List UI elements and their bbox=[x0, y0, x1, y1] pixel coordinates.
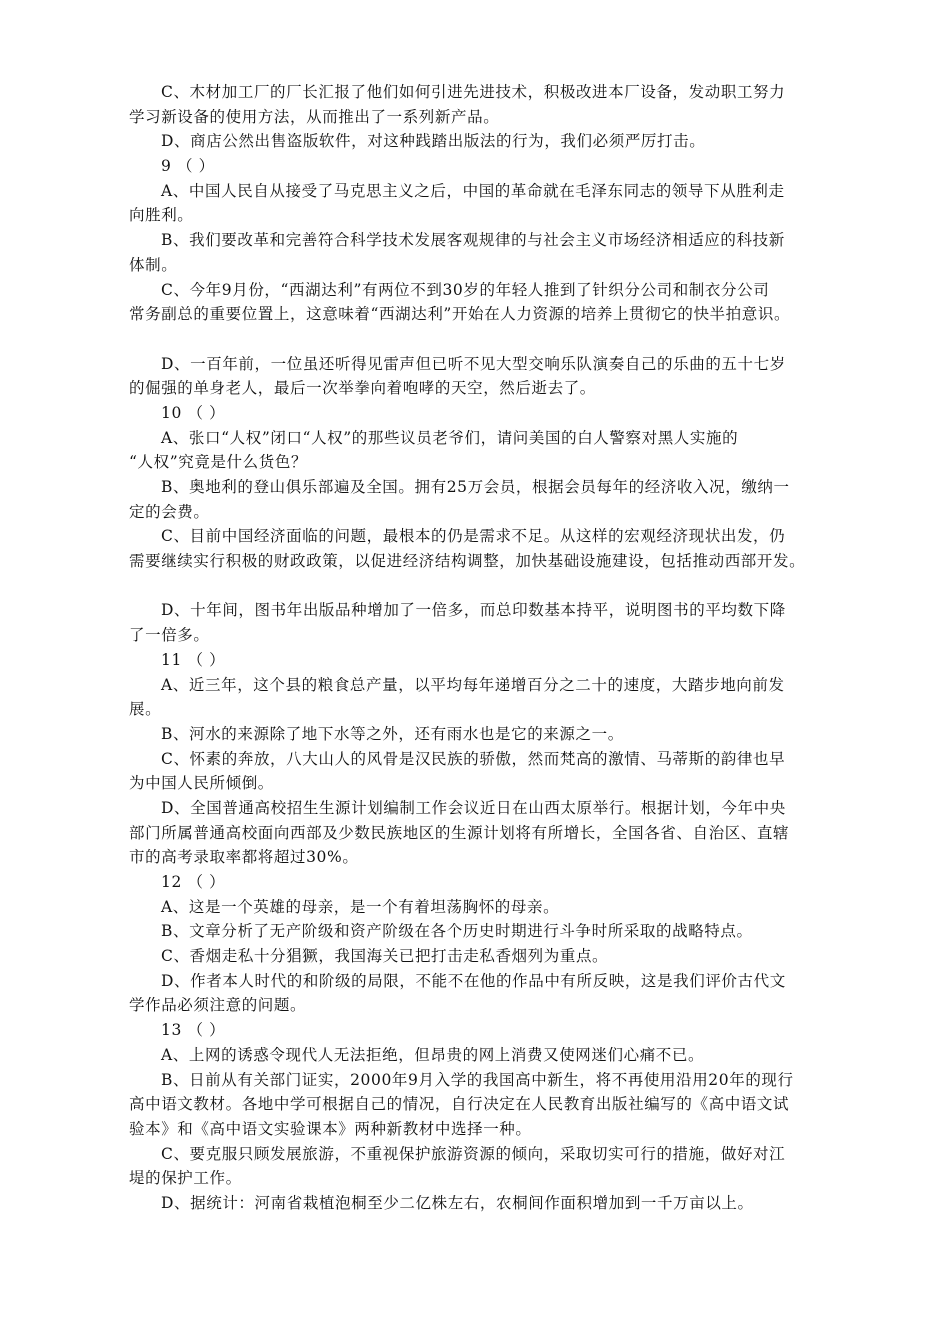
text-line: B、奥地利的登山俱乐部遍及全国。拥有25万会员，根据会员每年的经济收入况，缴纳一 bbox=[161, 478, 790, 496]
option-paragraph bbox=[129, 179, 829, 228]
text-line: C、今年9月份，“西湖达利”有两位不到30岁的年轻人推到了针织分公司和制衣分公司 bbox=[161, 280, 770, 299]
text-line: D、作者本人时代的和阶级的局限，不能不在他的作品中有所反映，这是我们评价古代文 bbox=[161, 971, 786, 990]
option-paragraph bbox=[129, 895, 829, 920]
question-number bbox=[129, 401, 829, 426]
text-line: 12 （ ） bbox=[161, 873, 226, 891]
option-paragraph bbox=[129, 1142, 829, 1191]
option-paragraph bbox=[129, 475, 829, 524]
text-line: 需要继续实行积极的财政政策，以促进经济结构调整，加快基础设施建设，包括推动西部开发。 bbox=[129, 552, 806, 571]
option-paragraph bbox=[129, 673, 829, 722]
text-line: C、香烟走私十分猖獗，我国海关已把打击走私香烟列为重点。 bbox=[161, 947, 609, 966]
text-line: 体制。 bbox=[129, 255, 178, 274]
text-line: 学作品必须注意的问题。 bbox=[129, 996, 307, 1015]
text-line: B、日前从有关部门证实，2000年9月入学的我国高中新生，将不再使用沿用20年的现行 bbox=[161, 1070, 794, 1089]
option-paragraph bbox=[129, 598, 829, 647]
text-line: 向胜利。 bbox=[129, 206, 194, 225]
text-line: B、文章分析了无产阶级和资产阶级在各个历史时期进行斗争时所采取的战略特点。 bbox=[161, 922, 753, 941]
option-paragraph bbox=[129, 796, 829, 870]
option-paragraph bbox=[129, 747, 829, 796]
text-line: 11 （ ） bbox=[161, 650, 226, 669]
text-line: 定的会费。 bbox=[129, 502, 210, 521]
text-line: A、近三年，这个县的粮食总产量，以平均每年递增百分之二十的速度，大踏步地向前发 bbox=[161, 675, 785, 694]
text-line: 13 （ ） bbox=[161, 1021, 226, 1040]
text-line: “人权”究竟是什么货色？ bbox=[129, 453, 308, 472]
text-line: B、河水的来源除了地下水等之外，还有雨水也是它的来源之一。 bbox=[161, 724, 624, 743]
text-line: 学习新设备的使用方法，从而推出了一系列新产品。 bbox=[129, 107, 500, 126]
option-paragraph bbox=[129, 969, 829, 1018]
text-line: 高中语文教材。各地中学可根据自己的情况，自行决定在人民教育出版社编写的《高中语文试 bbox=[129, 1095, 790, 1114]
blank-line bbox=[129, 574, 829, 599]
text-line: 为中国人民所倾倒。 bbox=[129, 774, 274, 793]
option-paragraph bbox=[129, 944, 829, 969]
text-line: C、要克服只顾发展旅游，不重视保护旅游资源的倾向，采取切实可行的措施，做好对江 bbox=[161, 1144, 786, 1163]
text-line: D、商店公然出售盗版软件，对这种践踏出版法的行为，我们必须严厉打击。 bbox=[161, 132, 706, 151]
text-line: 了一倍多。 bbox=[129, 626, 210, 645]
text-line: A、中国人民自从接受了马克思主义之后，中国的革命就在毛泽东同志的领导下从胜利走 bbox=[161, 181, 785, 200]
question-list bbox=[129, 80, 829, 1216]
text-line: A、上网的诱惑令现代人无法拒绝，但昂贵的网上消费又使网迷们心痛不已。 bbox=[161, 1045, 705, 1064]
text-line: D、全国普通高校招生生源计划编制工作会议近日在山西太原举行。根据计划，今年中央 bbox=[161, 798, 786, 817]
text-line: C、目前中国经济面临的问题，最根本的仍是需求不足。从这样的宏观经济现状出发，仍 bbox=[161, 527, 786, 546]
text-line: 10 （ ） bbox=[161, 403, 226, 422]
text-line: A、这是一个英雄的母亲，是一个有着坦荡胸怀的母亲。 bbox=[161, 897, 560, 916]
option-paragraph bbox=[129, 524, 829, 573]
option-paragraph bbox=[129, 278, 829, 327]
option-paragraph bbox=[129, 228, 829, 277]
option-paragraph bbox=[129, 722, 829, 747]
question-number bbox=[129, 648, 829, 673]
text-line: 9 （ ） bbox=[161, 157, 215, 176]
option-paragraph bbox=[129, 426, 829, 475]
text-line: D、十年间，图书年出版品种增加了一倍多，而总印数基本持平，说明图书的平均数下降 bbox=[161, 601, 786, 620]
text-line: 部门所属普通高校面向西部及少数民族地区的生源计划将有所增长，全国各省、自治区、直辖 bbox=[129, 823, 790, 842]
text-line: A、张口“人权”闭口“人权”的那些议员老爷们，请问美国的白人警察对黑人实施的 bbox=[161, 428, 739, 447]
option-paragraph bbox=[129, 919, 829, 944]
option-paragraph bbox=[129, 80, 829, 129]
option-paragraph bbox=[129, 129, 829, 154]
text-line: 常务副总的重要位置上，这意味着“西湖达利”开始在人力资源的培养上贯彻它的快半拍意识。 bbox=[129, 305, 791, 324]
option-paragraph bbox=[129, 1043, 829, 1068]
text-line: B、我们要改革和完善符合科学技术发展客观规律的与社会主义市场经济相适应的科技新 bbox=[161, 231, 785, 250]
text-line: 验本》和《高中语文实验课本》两种新教材中选择一种。 bbox=[129, 1119, 532, 1138]
text-line: 的倔强的单身老人，最后一次举拳向着咆哮的天空，然后逝去了。 bbox=[129, 379, 596, 398]
option-paragraph bbox=[129, 352, 829, 401]
text-line: 市的高考录取率都将超过30%。 bbox=[129, 848, 359, 867]
question-number bbox=[129, 154, 829, 179]
blank-line bbox=[129, 327, 829, 352]
text-line: 堤的保护工作。 bbox=[129, 1169, 242, 1188]
option-paragraph bbox=[129, 1191, 829, 1216]
option-paragraph bbox=[129, 1068, 829, 1142]
text-line: C、木材加工厂的厂长汇报了他们如何引进先进技术，积极改进本厂设备，发动职工努力 bbox=[161, 83, 786, 101]
text-line: D、据统计：河南省栽植泡桐至少二亿株左右，农桐间作面积增加到一千万亩以上。 bbox=[161, 1193, 754, 1212]
text-line: C、怀素的奔放，八大山人的风骨是汉民族的骄傲，然而梵高的激情、马蒂斯的韵律也早 bbox=[161, 749, 786, 768]
question-number bbox=[129, 1018, 829, 1043]
text-line: D、一百年前，一位虽还听得见雷声但已听不见大型交响乐队演奏自己的乐曲的五十七岁 bbox=[161, 354, 786, 373]
text-line: 展。 bbox=[129, 700, 162, 719]
question-number bbox=[129, 870, 829, 895]
